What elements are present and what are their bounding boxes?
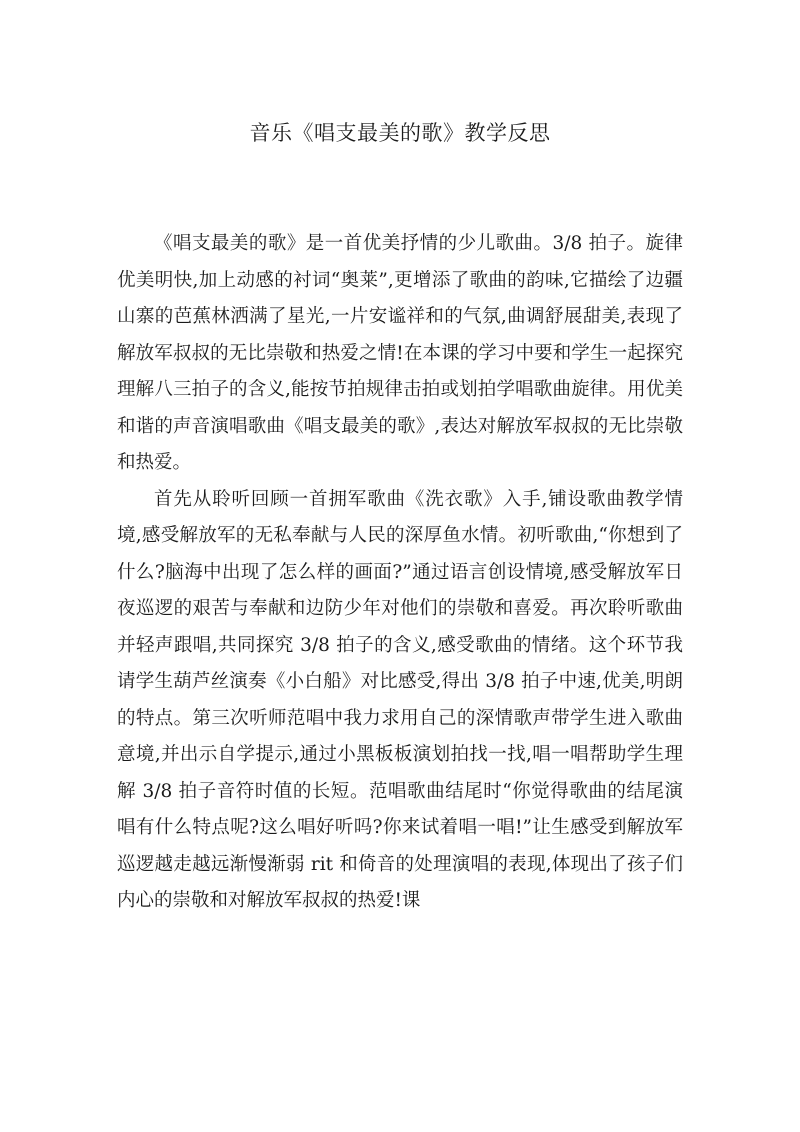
paragraph-1: 《唱支最美的歌》是一首优美抒情的少儿歌曲。3/8 拍子。旋律优美明快,加上动感的衬词“奥莱”,更增添了歌曲的韵味,它描绘了边疆山寨的芭蕉林洒满了星光,一片安谧祥和的气氛,曲调舒展甜美,表现了解放军叔叔的无比崇敬和热爱之情!在本课的学习中要和学生一起探究理解八三拍子的含义,能按节拍规律击拍或划拍学唱歌曲旋律。用优美和谐的声音演唱歌曲《唱支最美的歌》,表达对解放军叔叔的无比崇敬和热爱。 [117,233,683,473]
document-body [117,226,683,920]
page-title: 音乐《唱支最美的歌》教学反思 [249,121,551,145]
paragraph-2: 首先从聆听回顾一首拥军歌曲《洗衣歌》入手,铺设歌曲教学情境,感受解放军的无私奉献与人民的深厚鱼水情。初听歌曲,“你想到了什么?脑海中出现了怎么样的画面?”通过语言创设情境,感受解放军日夜巡逻的艰苦与奉献和边防少年对他们的崇敬和喜爱。再次聆听歌曲并轻声跟唱,共同探究 3/8 拍子的含义,感受歌曲的情绪。这个环节我请学生葫芦丝演奏《小白船》对比感受,得出 3/8 拍子中速,优美,明朗的特点。第三次听师范唱中我力求用自己的深情歌声带学生进入歌曲意境,并出示自学提示,通过小黑板板演划拍找一找,唱一唱帮助学生理解 3/8 拍子音符时值的长短。范唱歌曲结尾时“你觉得歌曲的结尾演唱有什么特点呢?这么唱好听吗?你来试着唱一唱!”让生感受到解放军巡逻越走越远渐慢渐弱 rit 和倚音的处理演唱的表现,体现出了孩子们内心的崇敬和对解放军叔叔的热爱!课 [117,488,683,911]
